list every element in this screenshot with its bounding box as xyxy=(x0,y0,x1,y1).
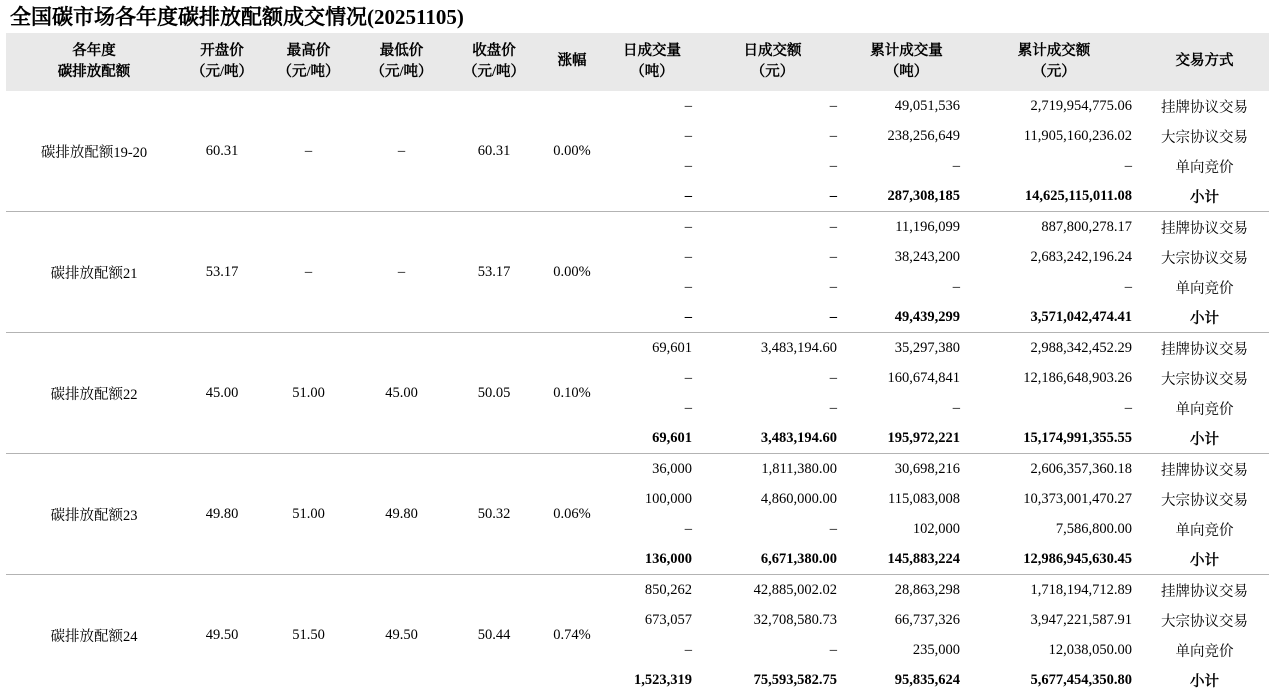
cell-change-pct: 0.10% xyxy=(540,333,604,454)
col-header-open-price xyxy=(182,33,262,91)
cell-daily-amount: 6,671,380.00 xyxy=(700,544,845,575)
cell-trade-method: 挂牌协议交易 xyxy=(1140,454,1269,485)
cell-low-price: 49.80 xyxy=(355,454,448,575)
table-row xyxy=(6,91,1269,121)
cell-low-price: – xyxy=(355,91,448,212)
header-row xyxy=(6,33,1269,91)
cell-cum-volume: – xyxy=(845,272,968,302)
cell-trade-method: 大宗协议交易 xyxy=(1140,605,1269,635)
cell-cum-volume: 49,051,536 xyxy=(845,91,968,121)
cell-open-price: 45.00 xyxy=(182,333,262,454)
col-header-method-line1: 交易方式 xyxy=(1140,51,1269,72)
cell-trade-method: 小计 xyxy=(1140,423,1269,454)
cell-daily-amount: – xyxy=(700,91,845,121)
col-header-change-pct xyxy=(540,33,604,91)
cell-daily-volume: 69,601 xyxy=(604,423,700,454)
table-row xyxy=(6,212,1269,243)
col-header-low-line2: （元/吨） xyxy=(355,62,448,83)
cell-daily-amount: 42,885,002.02 xyxy=(700,575,845,606)
cell-daily-amount: – xyxy=(700,302,845,333)
cell-cum-amount: 3,947,221,587.91 xyxy=(968,605,1140,635)
cell-daily-amount: – xyxy=(700,635,845,665)
col-header-cum-volume xyxy=(845,33,968,91)
cell-close-price: 50.32 xyxy=(448,454,540,575)
cell-daily-amount: – xyxy=(700,121,845,151)
cell-low-price: 49.50 xyxy=(355,575,448,695)
cell-daily-volume: 69,601 xyxy=(604,333,700,364)
cell-daily-amount: – xyxy=(700,151,845,181)
cell-cum-volume: 238,256,649 xyxy=(845,121,968,151)
cell-trade-method: 单向竞价 xyxy=(1140,514,1269,544)
col-header-cum-volume-line2: （吨） xyxy=(845,62,968,83)
cell-trade-method: 挂牌协议交易 xyxy=(1140,212,1269,243)
cell-group-name: 碳排放配额22 xyxy=(6,333,182,454)
cell-cum-volume: 49,439,299 xyxy=(845,302,968,333)
cell-change-pct: 0.00% xyxy=(540,91,604,212)
cell-cum-amount: 2,606,357,360.18 xyxy=(968,454,1140,485)
cell-trade-method: 单向竞价 xyxy=(1140,393,1269,423)
cell-cum-amount: 12,986,945,630.45 xyxy=(968,544,1140,575)
col-header-allowance-line1: 各年度 xyxy=(6,41,182,62)
cell-cum-volume: 95,835,624 xyxy=(845,665,968,695)
col-header-cum-amount-line1: 累计成交额 xyxy=(968,41,1140,62)
cell-trade-method: 单向竞价 xyxy=(1140,635,1269,665)
cell-cum-volume: 38,243,200 xyxy=(845,242,968,272)
cell-daily-volume: 673,057 xyxy=(604,605,700,635)
cell-change-pct: 0.00% xyxy=(540,212,604,333)
cell-trade-method: 大宗协议交易 xyxy=(1140,363,1269,393)
cell-daily-amount: 1,811,380.00 xyxy=(700,454,845,485)
cell-cum-amount: 10,373,001,470.27 xyxy=(968,484,1140,514)
col-header-close-price xyxy=(448,33,540,91)
table-row xyxy=(6,575,1269,606)
cell-trade-method: 挂牌协议交易 xyxy=(1140,575,1269,606)
cell-high-price: – xyxy=(262,91,355,212)
cell-close-price: 53.17 xyxy=(448,212,540,333)
cell-cum-amount: 14,625,115,011.08 xyxy=(968,181,1140,212)
cell-cum-amount: 12,186,648,903.26 xyxy=(968,363,1140,393)
table-row xyxy=(6,333,1269,364)
page-title: 全国碳市场各年度碳排放配额成交情况(20251105) xyxy=(0,0,1275,33)
cell-daily-amount: – xyxy=(700,272,845,302)
cell-cum-volume: 160,674,841 xyxy=(845,363,968,393)
col-header-low-price xyxy=(355,33,448,91)
cell-change-pct: 0.74% xyxy=(540,575,604,695)
cell-cum-amount: 1,718,194,712.89 xyxy=(968,575,1140,606)
cell-close-price: 60.31 xyxy=(448,91,540,212)
col-header-close-line1: 收盘价 xyxy=(448,41,540,62)
col-header-open-line2: （元/吨） xyxy=(182,62,262,83)
cell-daily-volume: – xyxy=(604,91,700,121)
cell-daily-amount: 32,708,580.73 xyxy=(700,605,845,635)
cell-cum-volume: 115,083,008 xyxy=(845,484,968,514)
cell-cum-volume: 102,000 xyxy=(845,514,968,544)
cell-cum-volume: 35,297,380 xyxy=(845,333,968,364)
cell-cum-volume: 11,196,099 xyxy=(845,212,968,243)
cell-trade-method: 大宗协议交易 xyxy=(1140,484,1269,514)
cell-cum-volume: – xyxy=(845,393,968,423)
cell-high-price: 51.50 xyxy=(262,575,355,695)
cell-group-name: 碳排放配额23 xyxy=(6,454,182,575)
cell-cum-volume: 145,883,224 xyxy=(845,544,968,575)
cell-daily-volume: 850,262 xyxy=(604,575,700,606)
col-header-cum-volume-line1: 累计成交量 xyxy=(845,41,968,62)
col-header-allowance xyxy=(6,33,182,91)
col-header-cum-amount xyxy=(968,33,1140,91)
cell-daily-volume: – xyxy=(604,302,700,333)
cell-open-price: 49.80 xyxy=(182,454,262,575)
cell-daily-volume: – xyxy=(604,635,700,665)
cell-trade-method: 大宗协议交易 xyxy=(1140,242,1269,272)
allowance-group xyxy=(6,575,1269,695)
allowance-group xyxy=(6,91,1269,212)
cell-daily-amount: – xyxy=(700,363,845,393)
cell-cum-volume: 287,308,185 xyxy=(845,181,968,212)
col-header-cum-amount-line2: （元） xyxy=(968,62,1140,83)
cell-trade-method: 小计 xyxy=(1140,302,1269,333)
cell-daily-amount: – xyxy=(700,212,845,243)
cell-daily-volume: 100,000 xyxy=(604,484,700,514)
col-header-trade-method xyxy=(1140,33,1269,91)
cell-cum-amount: – xyxy=(968,151,1140,181)
cell-open-price: 53.17 xyxy=(182,212,262,333)
col-header-change-line1: 涨幅 xyxy=(540,51,604,72)
cell-daily-volume: 1,523,319 xyxy=(604,665,700,695)
cell-cum-amount: 15,174,991,355.55 xyxy=(968,423,1140,454)
cell-cum-volume: 195,972,221 xyxy=(845,423,968,454)
col-header-high-line1: 最高价 xyxy=(262,41,355,62)
col-header-high-line2: （元/吨） xyxy=(262,62,355,83)
cell-cum-amount: 5,677,454,350.80 xyxy=(968,665,1140,695)
col-header-daily-volume-line1: 日成交量 xyxy=(604,41,700,62)
cell-daily-amount: 4,860,000.00 xyxy=(700,484,845,514)
col-header-high-price xyxy=(262,33,355,91)
cell-cum-amount: – xyxy=(968,272,1140,302)
allowance-group xyxy=(6,212,1269,333)
cell-high-price: – xyxy=(262,212,355,333)
cell-high-price: 51.00 xyxy=(262,333,355,454)
cell-daily-volume: – xyxy=(604,242,700,272)
cell-cum-volume: 30,698,216 xyxy=(845,454,968,485)
cell-trade-method: 小计 xyxy=(1140,544,1269,575)
table-header xyxy=(6,33,1269,91)
cell-daily-amount: 3,483,194.60 xyxy=(700,423,845,454)
cell-trade-method: 挂牌协议交易 xyxy=(1140,333,1269,364)
cell-daily-amount: – xyxy=(700,242,845,272)
cell-cum-amount: 7,586,800.00 xyxy=(968,514,1140,544)
cell-close-price: 50.05 xyxy=(448,333,540,454)
cell-trade-method: 小计 xyxy=(1140,181,1269,212)
cell-cum-amount: 2,719,954,775.06 xyxy=(968,91,1140,121)
cell-daily-amount: – xyxy=(700,181,845,212)
cell-cum-amount: – xyxy=(968,393,1140,423)
cell-cum-amount: 12,038,050.00 xyxy=(968,635,1140,665)
cell-cum-amount: 2,683,242,196.24 xyxy=(968,242,1140,272)
cell-daily-volume: – xyxy=(604,514,700,544)
cell-cum-volume: – xyxy=(845,151,968,181)
cell-cum-amount: 2,988,342,452.29 xyxy=(968,333,1140,364)
cell-daily-amount: 75,593,582.75 xyxy=(700,665,845,695)
cell-daily-amount: – xyxy=(700,514,845,544)
cell-cum-amount: 11,905,160,236.02 xyxy=(968,121,1140,151)
cell-daily-amount: 3,483,194.60 xyxy=(700,333,845,364)
cell-daily-volume: – xyxy=(604,272,700,302)
col-header-daily-amount xyxy=(700,33,845,91)
cell-daily-volume: 36,000 xyxy=(604,454,700,485)
cell-trade-method: 小计 xyxy=(1140,665,1269,695)
allowance-group xyxy=(6,333,1269,454)
table-row xyxy=(6,454,1269,485)
cell-daily-volume: – xyxy=(604,181,700,212)
cell-trade-method: 单向竞价 xyxy=(1140,272,1269,302)
col-header-close-line2: （元/吨） xyxy=(448,62,540,83)
cell-cum-amount: 887,800,278.17 xyxy=(968,212,1140,243)
col-header-daily-amount-line2: （元） xyxy=(700,62,845,83)
col-header-daily-volume-line2: （吨） xyxy=(604,62,700,83)
cell-cum-amount: 3,571,042,474.41 xyxy=(968,302,1140,333)
cell-open-price: 60.31 xyxy=(182,91,262,212)
cell-daily-volume: – xyxy=(604,212,700,243)
cell-close-price: 50.44 xyxy=(448,575,540,695)
col-header-daily-volume xyxy=(604,33,700,91)
cell-group-name: 碳排放配额24 xyxy=(6,575,182,695)
cell-high-price: 51.00 xyxy=(262,454,355,575)
cell-daily-volume: – xyxy=(604,363,700,393)
cell-daily-amount: – xyxy=(700,393,845,423)
cell-daily-volume: 136,000 xyxy=(604,544,700,575)
col-header-low-line1: 最低价 xyxy=(355,41,448,62)
col-header-allowance-line2: 碳排放配额 xyxy=(6,62,182,83)
cell-group-name: 碳排放配额19-20 xyxy=(6,91,182,212)
cell-trade-method: 大宗协议交易 xyxy=(1140,121,1269,151)
cell-low-price: 45.00 xyxy=(355,333,448,454)
market-table xyxy=(6,33,1269,695)
cell-low-price: – xyxy=(355,212,448,333)
cell-daily-volume: – xyxy=(604,393,700,423)
col-header-daily-amount-line1: 日成交额 xyxy=(700,41,845,62)
cell-cum-volume: 235,000 xyxy=(845,635,968,665)
cell-trade-method: 挂牌协议交易 xyxy=(1140,91,1269,121)
cell-daily-volume: – xyxy=(604,121,700,151)
allowance-group xyxy=(6,454,1269,575)
cell-open-price: 49.50 xyxy=(182,575,262,695)
cell-daily-volume: – xyxy=(604,151,700,181)
cell-group-name: 碳排放配额21 xyxy=(6,212,182,333)
cell-trade-method: 单向竞价 xyxy=(1140,151,1269,181)
cell-cum-volume: 28,863,298 xyxy=(845,575,968,606)
col-header-open-line1: 开盘价 xyxy=(182,41,262,62)
cell-cum-volume: 66,737,326 xyxy=(845,605,968,635)
cell-change-pct: 0.06% xyxy=(540,454,604,575)
